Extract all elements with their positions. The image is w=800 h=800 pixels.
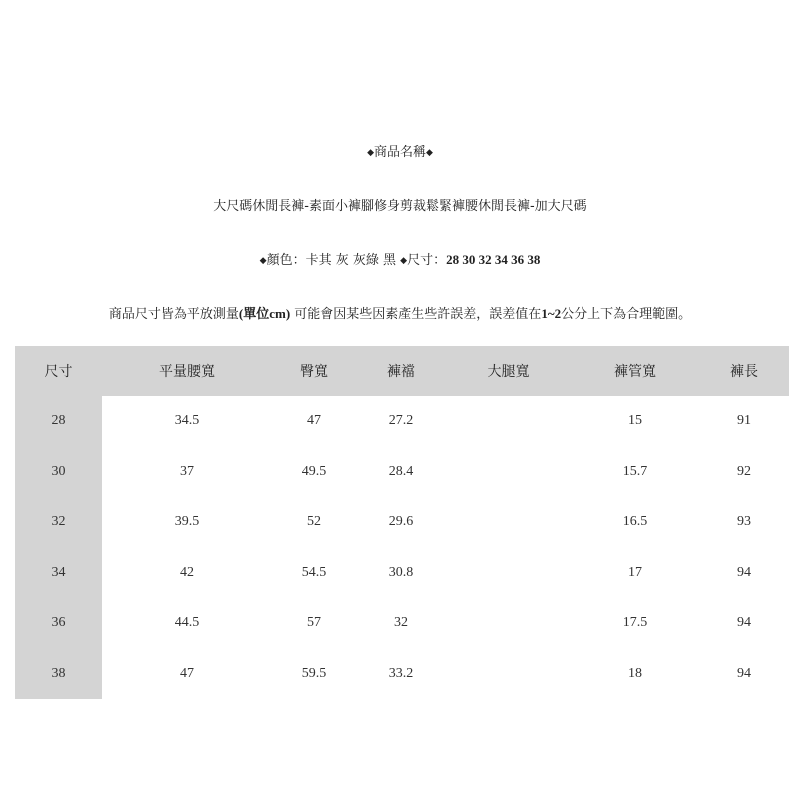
cell-rise: 29.6 <box>388 514 414 530</box>
cell-hip: 54.5 <box>301 564 327 580</box>
note-part1: 商品尺寸皆為平放測量 <box>108 307 239 322</box>
cell-rise: 27.2 <box>388 413 414 429</box>
measurement-note <box>0 303 800 322</box>
product-heading <box>0 141 800 160</box>
cell-length: 92 <box>737 463 751 479</box>
cell-thigh <box>446 396 571 447</box>
cell-hip: 52 <box>307 514 321 530</box>
table-header-row <box>15 346 789 396</box>
cell-length: 91 <box>737 413 751 429</box>
cell-rise: 28.4 <box>388 463 414 479</box>
header-length: 褲長 <box>699 346 789 396</box>
table-row <box>15 396 789 447</box>
cell-rise: 33.2 <box>388 665 414 681</box>
table-row <box>15 447 789 498</box>
cell-waist: 37 <box>180 463 194 479</box>
header-hip: 臀寬 <box>272 346 356 396</box>
cell-hip: 57 <box>307 615 321 631</box>
cell-leg-opening: 15 <box>628 413 642 429</box>
cell-leg-opening: 15.7 <box>622 463 648 479</box>
cell-waist: 42 <box>180 564 194 580</box>
size-label-values: 28 30 32 34 36 38 <box>446 252 541 267</box>
cell-thigh <box>446 649 571 700</box>
color-size-line <box>0 249 800 268</box>
cell-waist: 39.5 <box>174 514 200 530</box>
cell-waist: 44.5 <box>174 615 200 631</box>
cell-length: 94 <box>737 615 751 631</box>
cell-size: 32 <box>15 497 102 548</box>
product-name: 大尺碼休閒長褲-素面小褲腳修身剪裁鬆緊褲腰休閒長褲-加大尺碼 <box>213 199 587 214</box>
note-part2: 可能會因某些因素產生些許誤差，誤差值在 <box>290 307 542 322</box>
diamond-icon: ◆ <box>259 256 267 266</box>
cell-size: 28 <box>15 396 102 447</box>
header-waist: 平量腰寬 <box>102 346 272 396</box>
cell-size: 34 <box>15 548 102 599</box>
cell-size: 36 <box>15 598 102 649</box>
header-leg-opening: 褲管寬 <box>571 346 699 396</box>
size-label-prefix: 尺寸： <box>407 253 447 268</box>
diamond-icon: ◆ <box>400 256 408 266</box>
cell-thigh <box>446 447 571 498</box>
cell-rise: 30.8 <box>388 564 414 580</box>
cell-thigh <box>446 598 571 649</box>
cell-thigh <box>446 548 571 599</box>
cell-length: 94 <box>737 564 751 580</box>
product-heading-text: 商品名稱 <box>373 145 426 160</box>
cell-waist: 47 <box>180 665 194 681</box>
cell-size: 30 <box>15 447 102 498</box>
diamond-icon: ◆ <box>426 148 433 158</box>
header-thigh: 大腿寬 <box>446 346 571 396</box>
size-table <box>15 346 789 699</box>
table-row <box>15 497 789 548</box>
cell-size: 38 <box>15 649 102 700</box>
note-unit: (單位cm) <box>238 306 291 321</box>
cell-length: 93 <box>737 514 751 530</box>
cell-hip: 59.5 <box>301 665 327 681</box>
cell-leg-opening: 18 <box>628 665 642 681</box>
note-part3: 公分上下為合理範圍。 <box>561 307 692 322</box>
cell-waist: 34.5 <box>174 413 200 429</box>
table-row <box>15 548 789 599</box>
cell-hip: 49.5 <box>301 463 327 479</box>
diamond-icon: ◆ <box>367 148 374 158</box>
note-range: 1~2 <box>541 306 562 321</box>
header-rise: 褲襠 <box>356 346 446 396</box>
color-label: 顏色：卡其 灰 灰綠 黑 <box>266 253 396 268</box>
cell-leg-opening: 16.5 <box>622 514 648 530</box>
cell-length: 94 <box>737 665 751 681</box>
cell-hip: 47 <box>307 413 321 429</box>
header-size: 尺寸 <box>15 346 102 396</box>
cell-thigh <box>446 497 571 548</box>
table-row <box>15 649 789 700</box>
cell-rise: 32 <box>394 615 408 631</box>
cell-leg-opening: 17 <box>628 564 642 580</box>
cell-leg-opening: 17.5 <box>622 615 648 631</box>
table-row <box>15 598 789 649</box>
